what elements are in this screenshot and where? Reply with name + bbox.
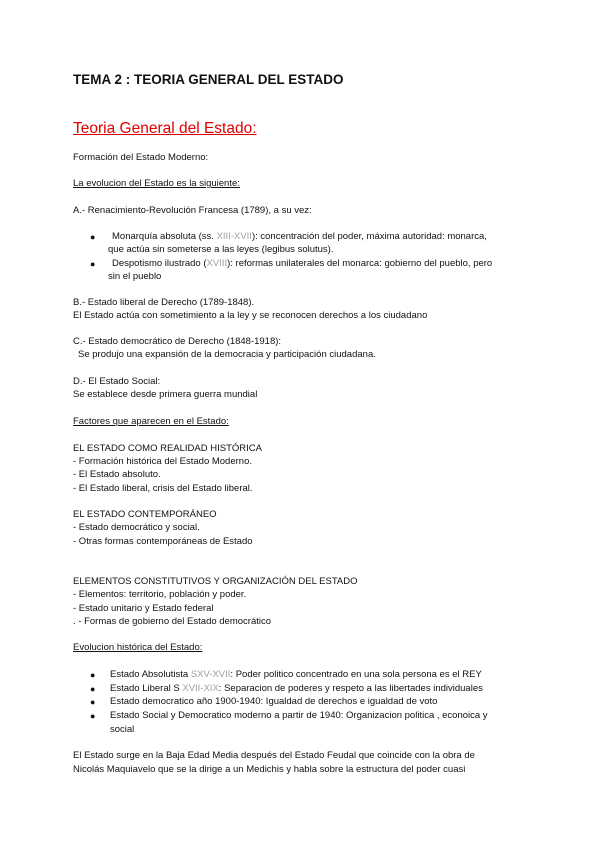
section-b-text: El Estado actúa con sometimiento a la ley y se reconocen derechos a los ciudadano (73, 310, 428, 321)
evolucion-bullet (110, 683, 483, 695)
evolucion-historica-label: Evolucion histórica del Estado: (73, 642, 203, 653)
evolucion-bullet-line2: social (110, 724, 135, 735)
bullet-despotismo-line2: sin el pueblo (108, 271, 162, 282)
bullet-text: : Separacion de poderes y respeto a las libertades individuales (218, 683, 483, 694)
section-b-title: B.- Estado liberal de Derecho (1789-1848). (73, 297, 255, 308)
bullet-marker: ● (90, 232, 96, 242)
elementos-item: - Estado unitario y Estado federal (73, 603, 214, 614)
section-d-title: D.- El Estado Social: (73, 376, 161, 387)
realidad-item: - El Estado liberal, crisis del Estado liberal. (73, 483, 253, 494)
realidad-item: - Formación histórica del Estado Moderno. (73, 456, 252, 467)
realidad-title: EL ESTADO COMO REALIDAD HISTÓRICA (73, 443, 262, 454)
elementos-item: - Elementos: territorio, población y poder. (73, 589, 247, 600)
bullet-text: ): concentración del poder, máxima autoridad: monarca, (251, 231, 487, 242)
section-heading: Teoria General del Estado: (73, 120, 257, 137)
final-paragraph-line: Nicolás Maquiavelo que se la dirige a un Medichis y habla sobre la estructura del poder cuasi (73, 764, 466, 775)
century-range: XVIII (206, 258, 228, 269)
bullet-marker: ● (90, 684, 96, 694)
contemporaneo-item: - Otras formas contemporáneas de Estado (73, 536, 253, 547)
elementos-title: ELEMENTOS CONSTITUTIVOS Y ORGANIZACIÓN DEL ESTADO (73, 576, 358, 587)
elementos-item: . - Formas de gobierno del Estado democrático (73, 616, 272, 627)
section-d-text: Se establece desde primera guerra mundial (73, 389, 258, 400)
bullet-marker: ● (90, 670, 96, 680)
bullet-text: Estado Liberal S (110, 683, 183, 694)
evolucion-bullet: Estado democratico año 1900-1940: Igualdad de derechos e igualdad de voto (110, 696, 438, 707)
section-a-title: A.- Renacimiento-Revolución Francesa (1789), a su vez: (73, 205, 312, 216)
final-paragraph-line: El Estado surge en la Baja Edad Media después del Estado Feudal que coincide con la obra de (73, 750, 475, 761)
century-range: XIII-XVII (216, 231, 252, 242)
contemporaneo-item: - Estado democrático y social. (73, 522, 200, 533)
section-c-text: Se produjo una expansión de la democracia y participación ciudadana. (78, 349, 376, 360)
bullet-text: : Poder politico concentrado en una sola persona es el REY (230, 669, 482, 680)
evolucion-label: La evolucion del Estado es la siguiente: (73, 178, 240, 189)
century-range: XVII-XIX (182, 683, 219, 694)
section-c-title: C.- Estado democrático de Derecho (1848-1918): (73, 336, 282, 347)
evolucion-bullet (110, 669, 482, 681)
century-range: SXV-XVII (190, 669, 231, 680)
evolucion-bullet: Estado Social y Democratico moderno a partir de 1940: Organizacion politica , econoica y (110, 710, 488, 721)
bullet-text: ): reformas unilaterales del monarca: gobierno del pueblo, pero (227, 258, 493, 269)
bullet-text: Estado Absolutista (110, 669, 191, 680)
bullet-marker: ● (90, 259, 96, 269)
bullet-marker: ● (90, 711, 96, 721)
document-title: TEMA 2 : TEORIA GENERAL DEL ESTADO (73, 72, 344, 87)
bullet-marker: ● (90, 697, 96, 707)
realidad-item: - El Estado absoluto. (73, 469, 161, 480)
bullet-monarquia-line1 (112, 231, 487, 243)
contemporaneo-title: EL ESTADO CONTEMPORÁNEO (73, 509, 217, 520)
formacion-label: Formación del Estado Moderno: (73, 152, 209, 163)
factores-label: Factores que aparecen en el Estado: (73, 416, 229, 427)
bullet-text: Despotismo ilustrado ( (112, 258, 207, 269)
bullet-text: Monarquía absoluta (ss. (112, 231, 217, 242)
bullet-monarquia-line2: que actúa sin someterse a las leyes (legibus solutus). (108, 244, 334, 255)
bullet-despotismo-line1 (112, 258, 492, 270)
